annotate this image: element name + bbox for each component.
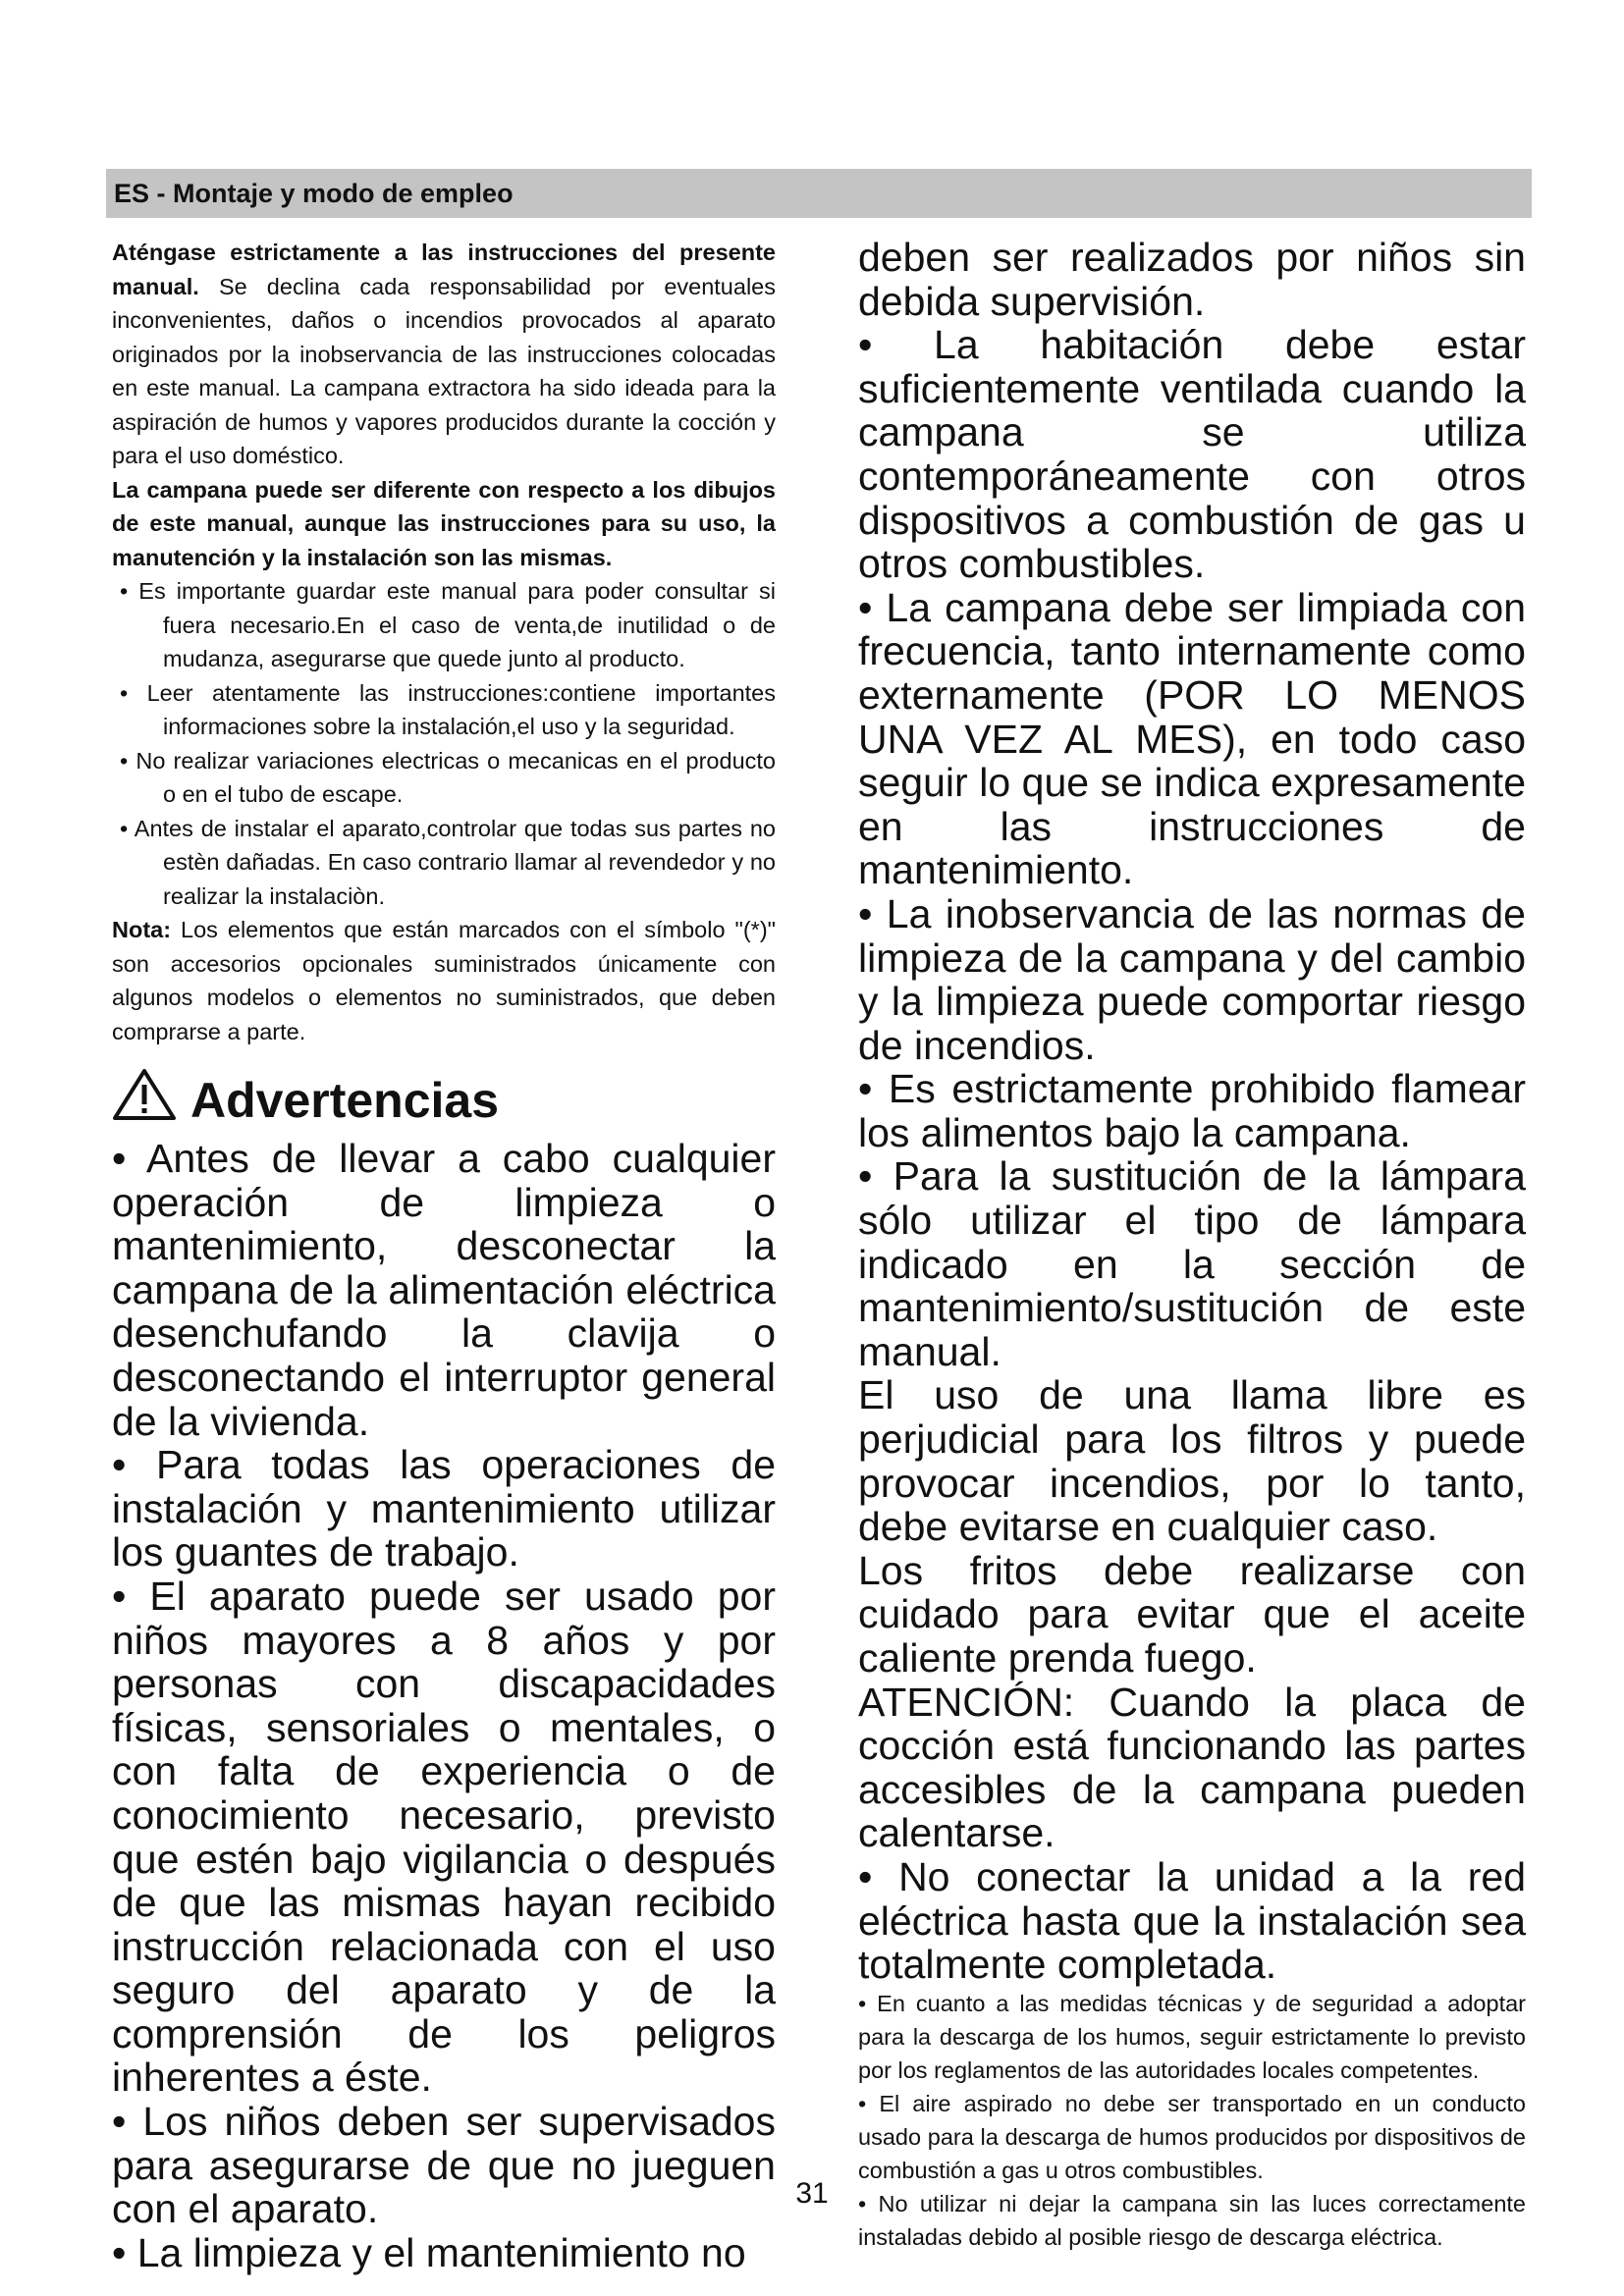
warning-paragraph: • La inobservancia de las normas de limpieza de la campana y del cambio y la limpieza puede comportar riesgo de incendios. (858, 890, 1526, 1068)
advertencias-heading (112, 1070, 776, 1131)
right-column (858, 236, 1526, 2254)
intro-text: Se declina cada responsabilidad por eventuales inconvenientes, daños o incendios provocados al aparato originados por la inobservancia de las instrucciones colocadas en este manual. La campana extractora ha sido ideada para la aspiración de humos y vapores producidos durante la cocción y para el uso doméstico. (112, 273, 776, 468)
warning-paragraph: deben ser realizados por niños sin debida supervisión. (858, 235, 1526, 324)
nota-label: Nota: (112, 917, 172, 942)
warning-paragraph: • El aparato puede ser usado por niños mayores a 8 años y por personas con discapacidades físicas, sensoriales o mentales, o con falta de experiencia o de conocimiento necesario, previsto que estén bajo vigilancia o después de que las mismas hayan recibido instrucción relacionada con el uso seguro del aparato y de la comprensión de los peligros inherentes a éste. (112, 1573, 776, 2101)
warning-paragraph: • No conectar la unidad a la red eléctrica hasta que la instalación sea totalmente completada. (858, 1853, 1526, 1988)
warning-paragraph: • Es estrictamente prohibido flamear los alimentos bajo la campana. (858, 1066, 1526, 1155)
warning-paragraph: • La limpieza y el mantenimiento no (112, 2229, 746, 2275)
warning-paragraph: Los fritos debe realizarse con cuidado para evitar que el aceite caliente prenda fuego. (858, 1547, 1526, 1681)
nota-paragraph (112, 913, 776, 1048)
nota-text: Los elementos que están marcados con el símbolo "(*)" son accesorios opcionales suministrados únicamente con algunos modelos o elementos no suministrados, que deben comprarse a parte. (112, 917, 776, 1044)
section-header: ES - Montaje y modo de empleo (106, 169, 1532, 218)
small-warning-paragraph: • El aire aspirado no debe ser transportado en un conducto usado para la descarga de humos producidos por dispositivos de combustión a gas u otros combustibles. (858, 2090, 1526, 2183)
bullet-item: • Antes de instalar el aparato,controlar que todas sus partes no estèn dañadas. En caso contrario llamar al revendedor y no realizar la instalaciòn. (120, 815, 776, 909)
intro-bold-note: La campana puede ser diferente con respecto a los dibujos de este manual, aunque las instrucciones para su uso, la manutención y la instalación son las mismas. (112, 476, 776, 570)
bullet-item: • Es importante guardar este manual para poder consultar si fuera necesario.En el caso de venta,de inutilidad o de mudanza, asegurarse que quede junto al producto. (120, 578, 776, 671)
warning-paragraph: • La habitación debe estar suficientemente ventilada cuando la campana se utiliza contemporáneamente con otros dispositivos a combustión de gas u otros combustibles. (858, 322, 1526, 587)
advertencias-title: Advertencias (190, 1073, 500, 1128)
intro-bold: Aténgase estrictamente a las instrucciones del presente manual. (112, 240, 776, 299)
bullet-item: • Leer atentamente las instrucciones:contiene importantes informaciones sobre la instalación,el uso y la seguridad. (120, 679, 776, 739)
warning-paragraph: • Los niños deben ser supervisados para asegurarse de que no jueguen con el aparato. (112, 2099, 776, 2232)
intro-paragraph (112, 236, 776, 473)
warning-paragraph: ATENCIÓN: Cuando la placa de cocción está funcionando las partes accesibles de la campana pueden calentarse. (858, 1679, 1526, 1856)
warning-paragraph: • Para todas las operaciones de instalación y mantenimiento utilizar los guantes de trabajo. (112, 1442, 776, 1575)
warning-paragraph: • La campana debe ser limpiada con frecuencia, tanto internamente como externamente (POR LO MENOS UNA VEZ AL MES), en todo caso seguir lo que se indica expresamente en las instrucciones de mantenimiento. (858, 584, 1526, 893)
bullet-item: • No realizar variaciones electricas o mecanicas en el producto o en el tubo de escape. (120, 747, 776, 807)
small-warning-paragraph: • En cuanto a las medidas técnicas y de seguridad a adoptar para la descarga de los humos, seguir estrictamente lo previsto por los reglamentos de las autoridades locales competentes. (858, 1990, 1526, 2083)
page-number: 31 (795, 2177, 829, 2210)
warning-paragraph: • Para la sustitución de la lámpara sólo utilizar el tipo de lámpara indicado en la sección de mantenimiento/sustitución de este manual. (858, 1153, 1526, 1374)
warning-paragraph: El uso de una llama libre es perjudicial para los filtros y puede provocar incendios, por lo tanto, debe evitarse en cualquier caso. (858, 1372, 1526, 1550)
warning-paragraph: • Antes de llevar a cabo cualquier operación de limpieza o mantenimiento, desconectar la campana de la alimentación eléctrica desenchufando la clavija o desconectando el interruptor general de la vivienda. (112, 1136, 776, 1444)
warning-triangle-icon (112, 1068, 177, 1133)
left-column (112, 236, 776, 2274)
small-warning-paragraph: • No utilizar ni dejar la campana sin las luces correctamente instaladas debido al posible riesgo de descarga eléctrica. (858, 2190, 1526, 2250)
